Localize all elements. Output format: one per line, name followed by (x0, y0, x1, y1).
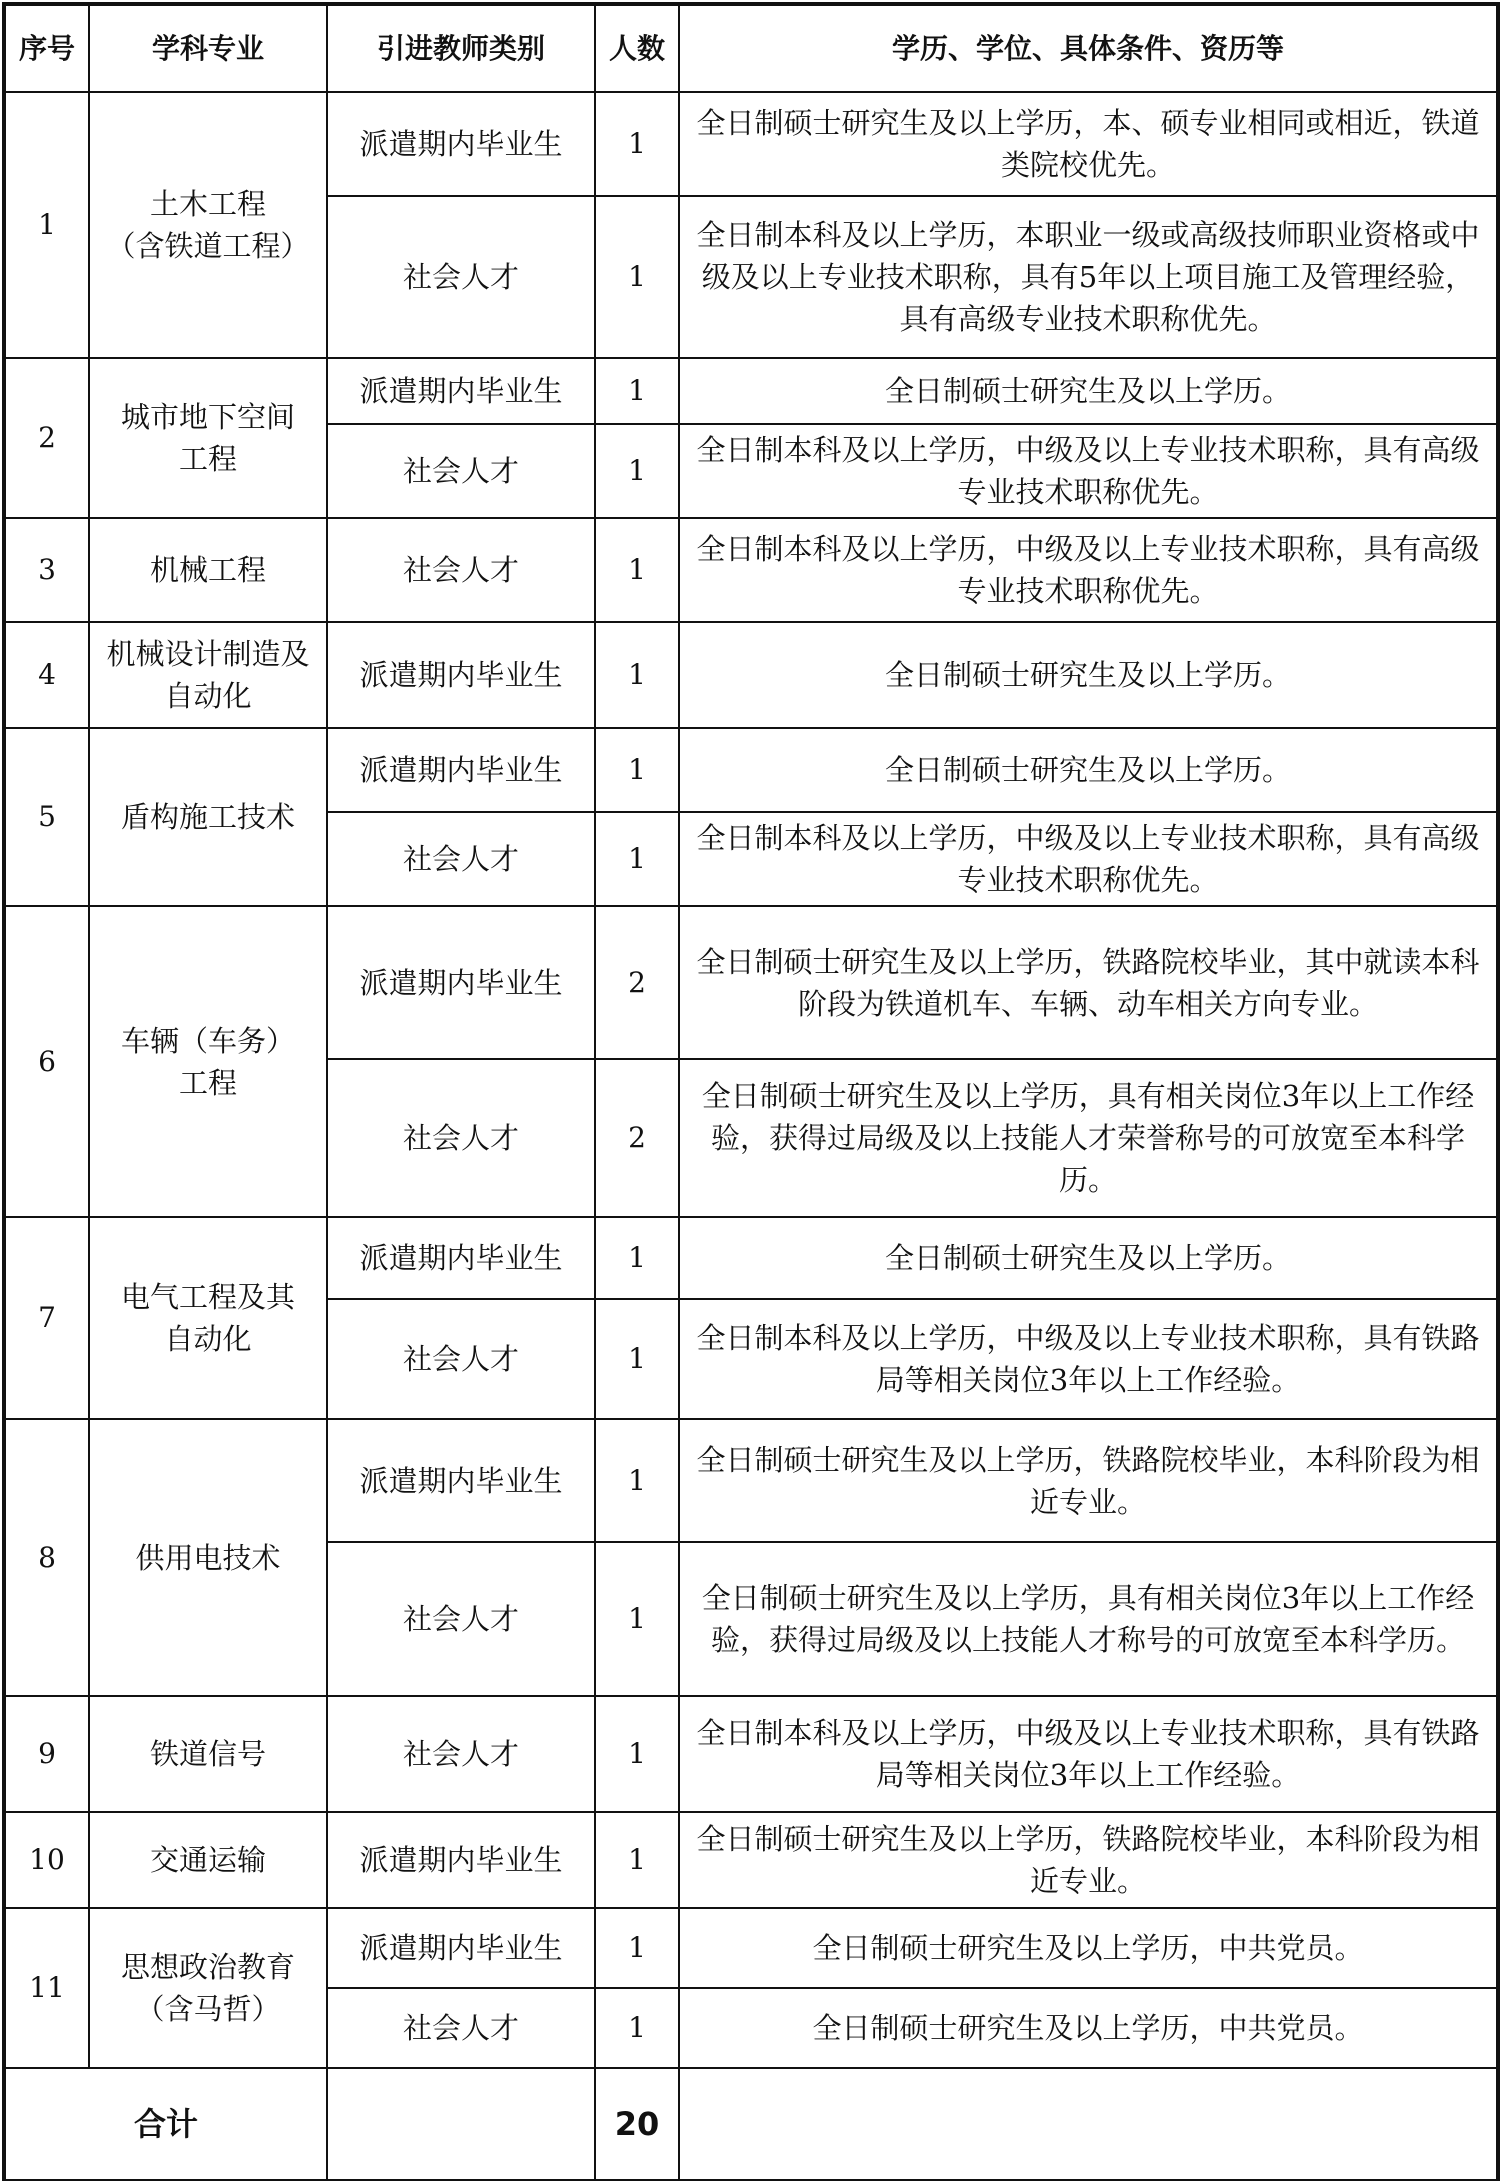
cell-index: 11 (5, 1908, 89, 2068)
cell-count: 1 (595, 1299, 679, 1419)
cell-index: 3 (5, 518, 89, 622)
header-count: 人数 (595, 5, 679, 92)
total-count: 20 (595, 2068, 679, 2180)
cell-category: 派遣期内毕业生 (327, 1908, 595, 1988)
cell-category: 派遣期内毕业生 (327, 622, 595, 728)
cell-count: 1 (595, 1419, 679, 1542)
cell-requirements: 全日制硕士研究生及以上学历，铁路院校毕业，本科阶段为相近专业。 (679, 1419, 1497, 1542)
table-row (5, 728, 1497, 812)
cell-index: 1 (5, 92, 89, 358)
cell-category: 社会人才 (327, 1299, 595, 1419)
cell-requirements: 全日制硕士研究生及以上学历，中共党员。 (679, 1988, 1497, 2068)
cell-index: 2 (5, 358, 89, 518)
cell-count: 1 (595, 92, 679, 196)
recruitment-table (4, 4, 1498, 2181)
table-row (5, 518, 1497, 622)
cell-requirements: 全日制本科及以上学历，中级及以上专业技术职称，具有高级专业技术职称优先。 (679, 518, 1497, 622)
cell-count: 1 (595, 1542, 679, 1696)
cell-requirements: 全日制本科及以上学历，本职业一级或高级技师职业资格或中级及以上专业技术职称，具有5年以上项目施工及管理经验，具有高级专业技术职称优先。 (679, 196, 1497, 358)
total-category (327, 2068, 595, 2180)
cell-major: 铁道信号 (89, 1696, 327, 1812)
total-label: 合计 (5, 2068, 327, 2180)
table-row (5, 1908, 1497, 1988)
total-row (5, 2068, 1497, 2180)
table-row (5, 1696, 1497, 1812)
cell-count: 2 (595, 1059, 679, 1217)
cell-requirements: 全日制本科及以上学历，中级及以上专业技术职称，具有高级专业技术职称优先。 (679, 812, 1497, 906)
cell-requirements: 全日制硕士研究生及以上学历。 (679, 728, 1497, 812)
cell-requirements: 全日制硕士研究生及以上学历，本、硕专业相同或相近，铁道类院校优先。 (679, 92, 1497, 196)
cell-requirements: 全日制本科及以上学历，中级及以上专业技术职称，具有铁路局等相关岗位3年以上工作经验。 (679, 1299, 1497, 1419)
cell-requirements: 全日制硕士研究生及以上学历。 (679, 358, 1497, 424)
cell-category: 派遣期内毕业生 (327, 728, 595, 812)
cell-count: 1 (595, 622, 679, 728)
cell-count: 1 (595, 424, 679, 518)
cell-requirements: 全日制硕士研究生及以上学历，铁路院校毕业，本科阶段为相近专业。 (679, 1812, 1497, 1908)
cell-count: 1 (595, 1812, 679, 1908)
cell-count: 1 (595, 196, 679, 358)
cell-category: 社会人才 (327, 812, 595, 906)
cell-major: 车辆（车务） 工程 (89, 906, 327, 1217)
cell-count: 1 (595, 1696, 679, 1812)
header-major: 学科专业 (89, 5, 327, 92)
cell-count: 1 (595, 812, 679, 906)
cell-category: 派遣期内毕业生 (327, 1419, 595, 1542)
cell-requirements: 全日制本科及以上学历，中级及以上专业技术职称，具有铁路局等相关岗位3年以上工作经验。 (679, 1696, 1497, 1812)
table-body (5, 92, 1497, 2068)
cell-category: 社会人才 (327, 1696, 595, 1812)
header-row (5, 5, 1497, 92)
cell-count: 2 (595, 906, 679, 1059)
header-index: 序号 (5, 5, 89, 92)
cell-category: 社会人才 (327, 196, 595, 358)
cell-requirements: 全日制硕士研究生及以上学历，具有相关岗位3年以上工作经验，获得过局级及以上技能人才荣誉称号的可放宽至本科学历。 (679, 1059, 1497, 1217)
cell-major: 交通运输 (89, 1812, 327, 1908)
table-row (5, 1217, 1497, 1299)
table-row (5, 358, 1497, 424)
cell-category: 派遣期内毕业生 (327, 906, 595, 1059)
cell-major: 供用电技术 (89, 1419, 327, 1696)
cell-category: 社会人才 (327, 1059, 595, 1217)
cell-major: 盾构施工技术 (89, 728, 327, 906)
cell-requirements: 全日制硕士研究生及以上学历。 (679, 1217, 1497, 1299)
cell-count: 1 (595, 1988, 679, 2068)
cell-index: 4 (5, 622, 89, 728)
total-requirements (679, 2068, 1497, 2180)
cell-category: 派遣期内毕业生 (327, 1217, 595, 1299)
header-category: 引进教师类别 (327, 5, 595, 92)
table-row (5, 906, 1497, 1059)
cell-index: 8 (5, 1419, 89, 1696)
cell-requirements: 全日制硕士研究生及以上学历，中共党员。 (679, 1908, 1497, 1988)
cell-count: 1 (595, 728, 679, 812)
cell-count: 1 (595, 1908, 679, 1988)
cell-major: 土木工程 （含铁道工程） (89, 92, 327, 358)
table-row (5, 1419, 1497, 1542)
cell-major: 机械工程 (89, 518, 327, 622)
cell-requirements: 全日制硕士研究生及以上学历，具有相关岗位3年以上工作经验，获得过局级及以上技能人才称号的可放宽至本科学历。 (679, 1542, 1497, 1696)
cell-category: 社会人才 (327, 1988, 595, 2068)
cell-category: 派遣期内毕业生 (327, 92, 595, 196)
header-requirements: 学历、学位、具体条件、资历等 (679, 5, 1497, 92)
cell-category: 社会人才 (327, 518, 595, 622)
cell-index: 7 (5, 1217, 89, 1419)
cell-index: 5 (5, 728, 89, 906)
cell-count: 1 (595, 358, 679, 424)
cell-major: 机械设计制造及 自动化 (89, 622, 327, 728)
cell-index: 9 (5, 1696, 89, 1812)
cell-count: 1 (595, 518, 679, 622)
cell-requirements: 全日制硕士研究生及以上学历。 (679, 622, 1497, 728)
cell-major: 城市地下空间 工程 (89, 358, 327, 518)
cell-requirements: 全日制硕士研究生及以上学历，铁路院校毕业，其中就读本科阶段为铁道机车、车辆、动车相关方向专业。 (679, 906, 1497, 1059)
cell-major: 思想政治教育 （含马哲） (89, 1908, 327, 2068)
cell-category: 派遣期内毕业生 (327, 358, 595, 424)
cell-index: 10 (5, 1812, 89, 1908)
cell-category: 派遣期内毕业生 (327, 1812, 595, 1908)
cell-count: 1 (595, 1217, 679, 1299)
cell-major: 电气工程及其 自动化 (89, 1217, 327, 1419)
cell-category: 社会人才 (327, 1542, 595, 1696)
cell-requirements: 全日制本科及以上学历，中级及以上专业技术职称，具有高级专业技术职称优先。 (679, 424, 1497, 518)
cell-index: 6 (5, 906, 89, 1217)
table-row (5, 1812, 1497, 1908)
cell-category: 社会人才 (327, 424, 595, 518)
table-row (5, 92, 1497, 196)
table-row (5, 622, 1497, 728)
